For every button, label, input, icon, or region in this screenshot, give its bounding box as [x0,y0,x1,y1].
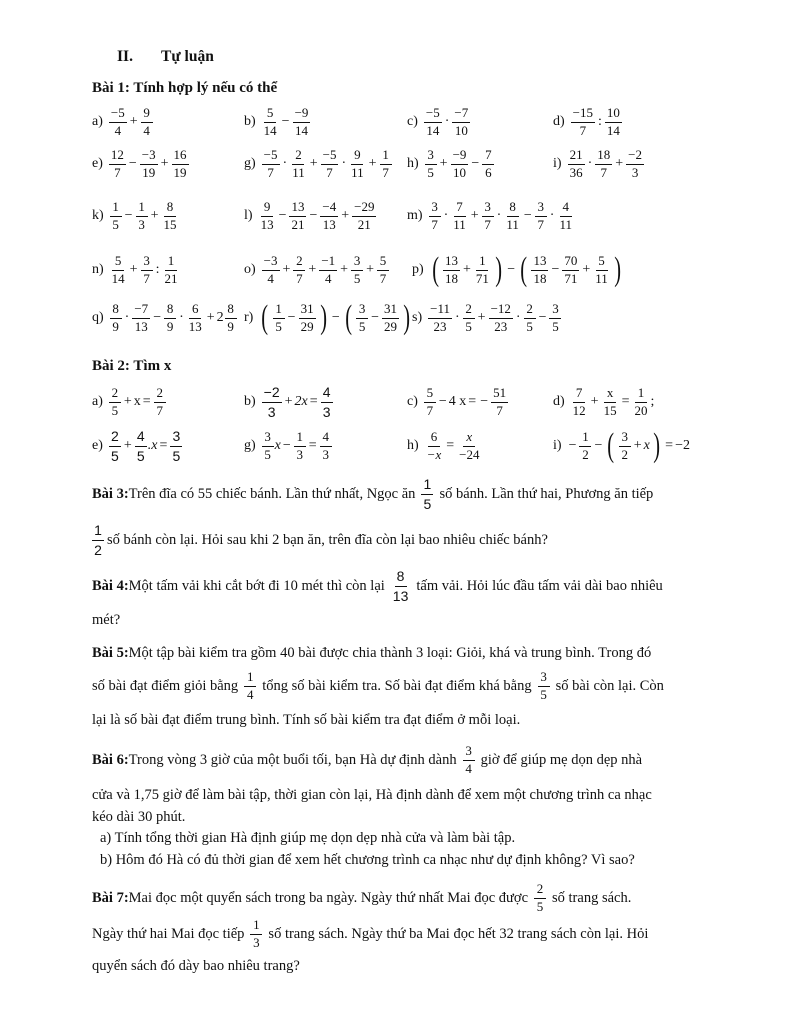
bai6-line-2: cửa và 1,75 giờ để làm bài tập, thời gian còn lại, Hà định dành để xem một chương trình ca nhạc [92,787,652,803]
fraction: $\frac{-3}{4}$ [263,252,278,286]
exercise-1m: m) $\frac{3}{7}$ · $\frac{7}{11}$ + $\frac{3}{7}$ · $\frac{8}{11}$ − $\frac{3}{7}$ · $\frac{4}{11}$ [407,198,572,232]
fraction: $\frac{7}{11}$ [453,198,466,232]
bai3-line-1: Bài 3: Trên đĩa có 55 chiếc bánh. Lần thứ nhất, Ngọc ăn $\frac{1}{5}$ số bánh. Lần thứ hai, Phương ăn tiếp [92,476,654,512]
fraction: $\frac{12}{7}$ [110,146,124,180]
fraction: $\frac{7}{6}$ [482,148,494,181]
section-number: II. [117,48,133,65]
fraction: $\frac{8}{15}$ [163,198,177,232]
fraction: $\frac{9}{13}$ [260,198,274,232]
section-heading [117,48,214,66]
bai5-line-2: số bài đạt điểm giỏi bằng $\frac{1}{4}$ tổng số bài kiểm tra. Số bài đạt điểm khá bằng $\frac{3}{5}$ số bài còn lại. Còn [92,668,664,702]
bai4-line-2: mét? [92,612,121,628]
bai6-line-3: kéo dài 30 phút. [92,809,186,825]
fraction: $\frac{4}{3}$ [320,430,332,463]
fraction: $\frac{1}{3}$ [136,200,148,233]
fraction: $\frac{-1}{4}$ [321,252,336,286]
fraction: $\frac{2}{5}$ [534,882,546,915]
fraction: $\frac{1}{2}$ [579,430,591,463]
fraction: $\frac{3}{5}$ [351,254,363,287]
bai2-title: Bài 2: Tìm x [92,358,172,374]
exercise-2g: g) $\frac{3}{5}$ x − $\frac{1}{3}$ = $\frac{4}{3}$ [244,426,333,466]
fraction: $\frac{3}{7}$ [535,200,547,233]
exercise-2b: b) $\frac{-2}{3}$ + 2x = $\frac{4}{3}$ [244,382,334,422]
exercise-1a: a) $\frac{-5}{4}$ + $\frac{9}{4}$ [92,102,154,142]
fraction: $\frac{5}{11}$ [595,252,608,286]
fraction: $\frac{21}{36}$ [569,146,583,180]
fraction: $\frac{8}{9}$ [164,302,176,335]
fraction: $\frac{5}{7}$ [377,254,389,287]
exercise-2h: h) $\frac{6}{-x}$ = $\frac{x}{-24}$ [407,428,480,462]
exercise-1e: e) $\frac{12}{7}$ − $\frac{-3}{19}$ + $\frac{16}{19}$ [92,146,187,180]
fraction: $\frac{3}{7}$ [429,200,441,233]
exercise-1p: p) ( $\frac{13}{18}$ + $\frac{1}{71}$ ) − ( $\frac{13}{18}$ − $\frac{70}{71}$ + $\frac{5}{11}$ ) [412,251,621,288]
fraction: $\frac{3}{4}$ [463,744,475,777]
fraction: $\frac{1}{21}$ [164,252,178,286]
fraction: $\frac{1}{4}$ [244,670,256,703]
fraction: $\frac{1}{3}$ [250,918,262,951]
exercise-1g: g) $\frac{-5}{7}$ · $\frac{2}{11}$ + $\frac{-5}{7}$ · $\frac{9}{11}$ + $\frac{1}{7}$ [244,144,393,184]
bai6-question-a: a) Tính tổng thời gian Hà định giúp mẹ dọn dẹp nhà cửa và làm bài tập. [100,830,516,846]
fraction: $\frac{9}{4}$ [141,106,153,139]
fraction: $\frac{18}{7}$ [597,146,611,180]
fraction: $\frac{2}{5}$ [109,386,121,419]
fraction: $\frac{-12}{23}$ [490,300,511,334]
fraction: $\frac{6}{-x}$ [426,428,442,462]
fraction: $\frac{-9}{14}$ [294,104,309,138]
bai5-line-3: lại là số bài đạt điểm trung bình. Tính số bài kiểm tra đạt điểm ở mỗi loại. [92,712,521,728]
fraction: $\frac{8}{13}$ [392,568,409,604]
fraction: $\frac{-11}{23}$ [430,300,450,334]
fraction: $\frac{4}{11}$ [559,198,572,232]
fraction: $\frac{1}{2}$ [92,522,104,557]
fraction: $\frac{8}{9}$ [225,302,237,335]
fraction: $\frac{13}{18}$ [533,252,547,286]
exercise-1h: h) $\frac{3}{5}$ + $\frac{-9}{10}$ − $\frac{7}{6}$ [407,144,495,184]
bai4-line-1: Bài 4: Một tấm vải khi cắt bớt đi 10 mét thì còn lại $\frac{8}{13}$ tấm vải. Hỏi lúc đầu tấm vải dài bao nhiêu [92,568,663,604]
fraction: $\frac{51}{7}$ [493,384,507,418]
bai1-row-3 [0,196,792,236]
exercise-1r: r) ( $\frac{1}{5}$ − $\frac{31}{29}$ ) − ( $\frac{3}{5}$ − $\frac{31}{29}$ ) [244,299,411,336]
fraction: $\frac{1}{5}$ [273,302,285,335]
exercise-2i: i) − $\frac{1}{2}$ − ( $\frac{3}{2}$ + x ) = −2 [553,427,690,464]
fraction: $\frac{-7}{13}$ [134,300,149,334]
fraction: $\frac{x}{15}$ [603,384,617,418]
exercise-1c: c) $\frac{-5}{14}$ · $\frac{-7}{10}$ [407,104,469,138]
fraction: $\frac{1}{5}$ [421,476,433,511]
bai6-question-b: b) Hôm đó Hà có đủ thời gian để xem hết chương trình ca nhạc như dự định không? Vì sao? [100,852,635,868]
exercise-1s: s) $\frac{-11}{23}$ · $\frac{2}{5}$ + $\frac{-12}{23}$ · $\frac{2}{5}$ − $\frac{3}{5}$ [412,298,562,338]
fraction: $\frac{2}{5}$ [463,302,475,335]
exercise-2e: e) $\frac{2}{5}$ + $\frac{4}{5}$ .x = $\frac{3}{5}$ [92,426,183,466]
section-title: Tự luận [161,48,214,65]
fraction: $\frac{5}{14}$ [263,104,277,138]
exercise-1n: n) $\frac{5}{14}$ + $\frac{3}{7}$ : $\frac{1}{21}$ [92,252,178,286]
bai2-row-2 [0,426,792,466]
bai1-row-1 [0,102,792,142]
exercise-1k: k) $\frac{1}{5}$ − $\frac{1}{3}$ + $\frac{8}{15}$ [92,198,177,232]
fraction: $\frac{1}{3}$ [294,430,306,463]
exercise-1d: d) $\frac{-15}{7}$ : $\frac{10}{14}$ [553,104,620,138]
bai2-row-1 [0,382,792,422]
bai1-row-2 [0,144,792,184]
fraction: $\frac{16}{19}$ [173,146,187,180]
fraction: $\frac{8}{11}$ [506,198,519,232]
bai7-line-3: quyển sách đó dày bao nhiêu trang? [92,958,300,974]
fraction: $\frac{3}{7}$ [482,200,494,233]
fraction: $\frac{1}{71}$ [475,252,489,286]
fraction: $\frac{-2}{3}$ [628,146,642,180]
bai7-line-1: Bài 7: Mai đọc một quyển sách trong ba ngày. Ngày thứ nhất Mai đọc được $\frac{2}{5}$ số trang sách. [92,880,632,914]
fraction: $\frac{-5}{7}$ [322,146,337,180]
bai7-line-2: Ngày thứ hai Mai đọc tiếp $\frac{1}{3}$ số trang sách. Ngày thứ ba Mai đọc hết 32 trang sách còn lại. Hỏi [92,916,649,950]
fraction: $\frac{-5}{14}$ [425,104,440,138]
fraction: $\frac{13}{21}$ [291,198,305,232]
fraction: $\frac{9}{11}$ [351,146,364,180]
fraction: $\frac{31}{29}$ [300,300,314,334]
fraction: $\frac{x}{-24}$ [459,428,480,462]
fraction: $\frac{3}{5}$ [425,148,437,181]
fraction: $\frac{2}{11}$ [292,146,305,180]
fraction: $\frac{31}{29}$ [384,300,398,334]
exercise-1q: q) $\frac{8}{9}$ · $\frac{-7}{13}$ − $\frac{8}{9}$ · $\frac{6}{13}$ + 2 $\frac{8}{9}$ [92,298,238,338]
fraction: $\frac{-9}{10}$ [452,146,467,180]
exercise-2c: c) $\frac{5}{7}$ − 4 x = − $\frac{51}{7}$ [407,384,507,418]
bai1-row-4 [0,250,792,290]
fraction: $\frac{3}{7}$ [141,254,153,287]
fraction: $\frac{5}{7}$ [424,386,436,419]
fraction: $\frac{-15}{7}$ [572,104,594,138]
fraction: $\frac{-29}{21}$ [354,198,375,232]
fraction: $\frac{5}{14}$ [111,252,125,286]
fraction: $\frac{8}{9}$ [110,302,122,335]
bai3-line-2: $\frac{1}{2}$ số bánh còn lại. Hỏi sau khi 2 bạn ăn, trên đĩa còn lại bao nhiêu chiếc bánh? [92,520,748,560]
exercise-2d: d) $\frac{7}{12}$ + $\frac{x}{15}$ = $\frac{1}{20}$ ; [553,384,655,418]
fraction: $\frac{6}{13}$ [188,300,202,334]
fraction: $\frac{3}{5}$ [538,670,550,703]
bai1-title: Bài 1: Tính hợp lý nếu có thể [92,80,278,96]
fraction: $\frac{-5}{4}$ [110,104,125,138]
exercise-1o: o) $\frac{-3}{4}$ + $\frac{2}{7}$ + $\frac{-1}{4}$ + $\frac{3}{5}$ + $\frac{5}{7}$ [244,250,390,290]
fraction: $\frac{-3}{19}$ [141,146,156,180]
fraction: $\frac{10}{14}$ [606,104,620,138]
fraction: $\frac{3}{2}$ [619,430,631,463]
fraction: $\frac{2}{5}$ [524,302,536,335]
fraction: $\frac{4}{5}$ [135,428,147,463]
exercise-2a: a) $\frac{2}{5}$ + x = $\frac{2}{7}$ [92,382,167,422]
fraction: $\frac{-2}{3}$ [263,384,280,420]
fraction: $\frac{-7}{10}$ [454,104,469,138]
fraction: $\frac{70}{71}$ [564,252,578,286]
fraction: $\frac{2}{7}$ [154,386,166,419]
fraction: $\frac{3}{5}$ [356,302,368,335]
fraction: $\frac{3}{5}$ [262,430,274,463]
fraction: $\frac{3}{5}$ [170,428,182,463]
exercise-1i: i) $\frac{21}{36}$ · $\frac{18}{7}$ + $\frac{-2}{3}$ [553,146,642,180]
fraction: $\frac{13}{18}$ [445,252,458,286]
fraction: $\frac{-4}{13}$ [322,198,337,232]
bai6-line-1: Bài 6: Trong vòng 3 giờ của một buổi tối, bạn Hà dự định dành $\frac{3}{4}$ giờ để giúp mẹ dọn dẹp nhà [92,742,643,776]
bai5-line-1: Bài 5: Một tập bài kiểm tra gồm 40 bài được chia thành 3 loại: Giỏi, khá và trung bình. Trong đó [92,645,652,661]
fraction: $\frac{1}{7}$ [380,148,392,181]
fraction: $\frac{3}{5}$ [549,302,561,335]
fraction: $\frac{2}{7}$ [293,254,305,287]
fraction: $\frac{1}{20}$ [634,384,648,418]
fraction: $\frac{-5}{7}$ [263,146,278,180]
exercise-1b: b) $\frac{5}{14}$ − $\frac{-9}{14}$ [244,104,309,138]
exercise-1l: l) $\frac{9}{13}$ − $\frac{13}{21}$ − $\frac{-4}{13}$ + $\frac{-29}{21}$ [244,198,375,232]
fraction: $\frac{2}{5}$ [109,428,121,463]
fraction: $\frac{4}{3}$ [321,384,333,419]
fraction: $\frac{1}{5}$ [110,200,122,233]
bai1-row-5 [0,298,792,338]
fraction: $\frac{7}{12}$ [572,384,586,418]
